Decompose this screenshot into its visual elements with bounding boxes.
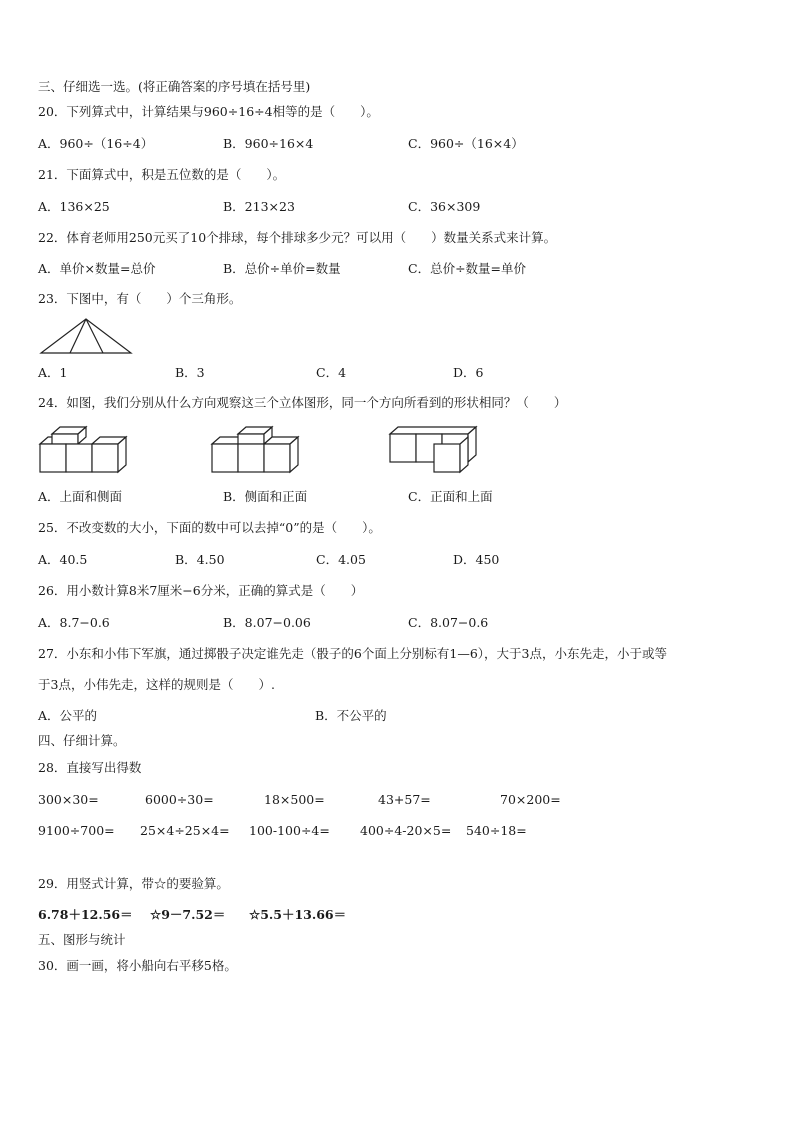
cube-figure-1	[38, 425, 132, 475]
q25-option-b: B．4.50	[175, 552, 225, 567]
q22-option-b: B．总价÷单价=数量	[223, 261, 341, 276]
triangle-inner-line-left	[70, 319, 86, 353]
q26-option-c: C．8.07−0.6	[408, 615, 489, 630]
q27-option-b: B．不公平的	[315, 708, 387, 723]
q22-option-c: C．总价÷数量=单价	[408, 261, 527, 276]
q28-stem: 28．直接写出得数	[38, 760, 142, 775]
q28-row1-item: 43+57=	[378, 792, 431, 807]
q25-stem: 25．不改变数的大小，下面的数中可以去掉“0”的是（ ）。	[38, 520, 381, 535]
q23-option-d: D．6	[453, 365, 484, 380]
q29-item: 6.78＋12.56＝	[38, 907, 133, 922]
q27-stem-line2: 于3点，小伟先走，这样的规则是（ ）.	[38, 677, 275, 692]
q24-stem: 24．如图，我们分别从什么方向观察这三个立体图形，同一个方向所看到的形状相同？（ ）	[38, 395, 567, 410]
q21-option-b: B．213×23	[223, 199, 295, 214]
q25-option-c: C．4.05	[316, 552, 366, 567]
q20-option-b: B．960÷16×4	[223, 136, 314, 151]
q22-stem: 22．体育老师用250元买了10个排球，每个排球多少元？可以用（ ）数量关系式来计算。	[38, 230, 557, 245]
q20-option-a: A．960÷（16÷4）	[38, 136, 154, 151]
q29-item: ☆9－7.52＝	[150, 907, 226, 922]
section-3-title: 三、仔细选一选。(将正确答案的序号填在括号里)	[38, 79, 311, 94]
q27-stem-line1: 27．小东和小伟下军旗，通过掷骰子决定谁先走（骰子的6个面上分别标有1—6），大于3点，小东先走，小于或等	[38, 646, 667, 661]
q28-row1-item: 300×30=	[38, 792, 99, 807]
section-5-title: 五、图形与统计	[38, 932, 126, 947]
q28-row2-item: 540÷18=	[466, 823, 527, 838]
q28-row2-item: 25×4÷25×4=	[140, 823, 230, 838]
q26-option-a: A．8.7−0.6	[38, 615, 110, 630]
q28-row1-item: 70×200=	[500, 792, 561, 807]
section-4-title: 四、仔细计算。	[38, 733, 126, 748]
cube-figure-2	[210, 425, 304, 475]
q22-option-a: A．单价×数量=总价	[38, 261, 156, 276]
triangle-outline	[41, 319, 131, 353]
q28-row2-item: 100-100÷4=	[249, 823, 330, 838]
q20-option-c: C．960÷（16×4）	[408, 136, 524, 151]
q21-option-c: C．36×309	[408, 199, 481, 214]
q26-option-b: B．8.07−0.06	[223, 615, 311, 630]
q21-option-a: A．136×25	[38, 199, 110, 214]
q23-option-b: B．3	[175, 365, 205, 380]
q28-row1-item: 6000÷30=	[145, 792, 214, 807]
q28-row2-item: 9100÷700=	[38, 823, 115, 838]
q25-option-d: D．450	[453, 552, 500, 567]
q26-stem: 26．用小数计算8米7厘米−6分米，正确的算式是（ ）	[38, 583, 364, 598]
q30-stem: 30．画一画，将小船向右平移5格。	[38, 958, 237, 973]
cube-figure-3	[388, 425, 482, 475]
q29-stem: 29．用竖式计算，带☆的要验算。	[38, 876, 229, 891]
q23-option-c: C．4	[316, 365, 347, 380]
q24-option-b: B．侧面和正面	[223, 489, 308, 504]
q28-row2-item: 400÷4-20×5=	[360, 823, 452, 838]
q27-option-a: A．公平的	[38, 708, 98, 723]
triangle-figure	[38, 316, 134, 356]
q24-option-c: C．正面和上面	[408, 489, 493, 504]
q28-row1-item: 18×500=	[264, 792, 325, 807]
q20-stem: 20．下列算式中，计算结果与960÷16÷4相等的是（ ）。	[38, 104, 379, 119]
q23-stem: 23．下图中，有（ ）个三角形。	[38, 291, 242, 306]
q24-option-a: A．上面和侧面	[38, 489, 123, 504]
triangle-inner-line-right	[86, 319, 103, 353]
q21-stem: 21．下面算式中，积是五位数的是（ ）。	[38, 167, 286, 182]
q23-option-a: A．1	[38, 365, 68, 380]
q29-item: ☆5.5＋13.66＝	[249, 907, 347, 922]
q25-option-a: A．40.5	[38, 552, 88, 567]
